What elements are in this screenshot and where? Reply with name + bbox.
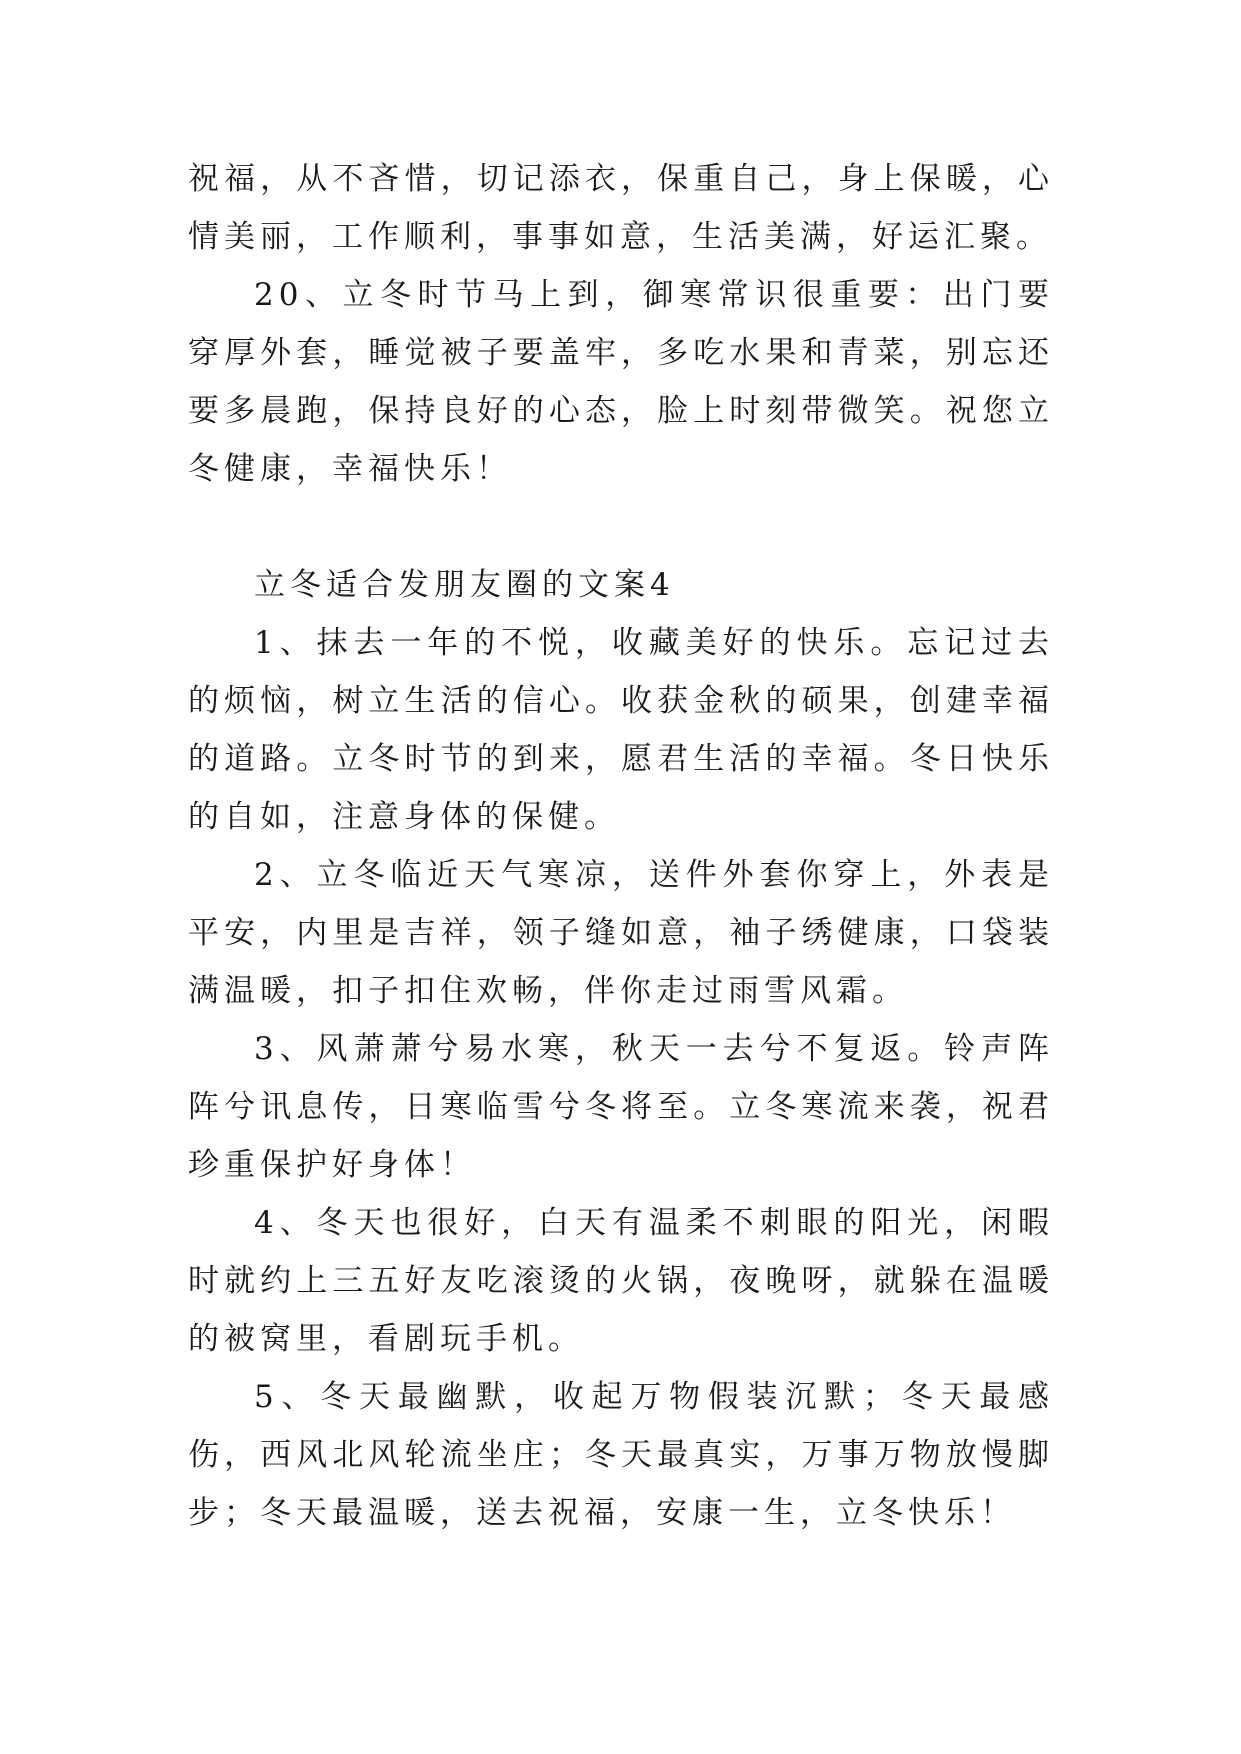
list-item-4: 4、冬天也很好，白天有温柔不刺眼的阳光，闲暇时就约上三五好友吃滚烫的火锅，夜晚呀，就躲在温暖的被窝里，看剧玩手机。 [188,1205,1054,1357]
list-item-3: 3、风萧萧兮易水寒，秋天一去兮不复返。铃声阵阵兮讯息传，日寒临雪兮冬将至。立冬寒流来袭，祝君珍重保护好身体！ [188,1031,1054,1183]
list-item-2: 2、立冬临近天气寒凉，送件外套你穿上，外表是平安，内里是吉祥，领子缝如意，袖子绣健康，口袋装满温暖，扣子扣住欢畅，伴你走过雨雪风霜。 [188,857,1054,1009]
list-item-1: 1、抹去一年的不悦，收藏美好的快乐。忘记过去的烦恼，树立生活的信心。收获金秋的硕果，创建幸福的道路。立冬时节的到来，愿君生活的幸福。冬日快乐的自如，注意身体的保健。 [188,625,1054,835]
section-heading: 立冬适合发朋友圈的文案4 [254,567,675,603]
document-body [188,150,1054,1542]
continued-paragraph: 祝福，从不吝惜，切记添衣，保重自己，身上保暖，心情美丽，工作顺利，事事如意，生活美满，好运汇聚。 [188,161,1054,255]
list-item-20: 20、立冬时节马上到，御寒常识很重要：出门要穿厚外套，睡觉被子要盖牢，多吃水果和青菜，别忘还要多晨跑，保持良好的心态，脸上时刻带微笑。祝您立冬健康，幸福快乐！ [188,277,1054,487]
section-spacer [188,498,1054,556]
list-item-5: 5、冬天最幽默，收起万物假装沉默；冬天最感伤，西风北风轮流坐庄；冬天最真实，万事万物放慢脚步；冬天最温暖，送去祝福，安康一生，立冬快乐！ [188,1379,1054,1531]
